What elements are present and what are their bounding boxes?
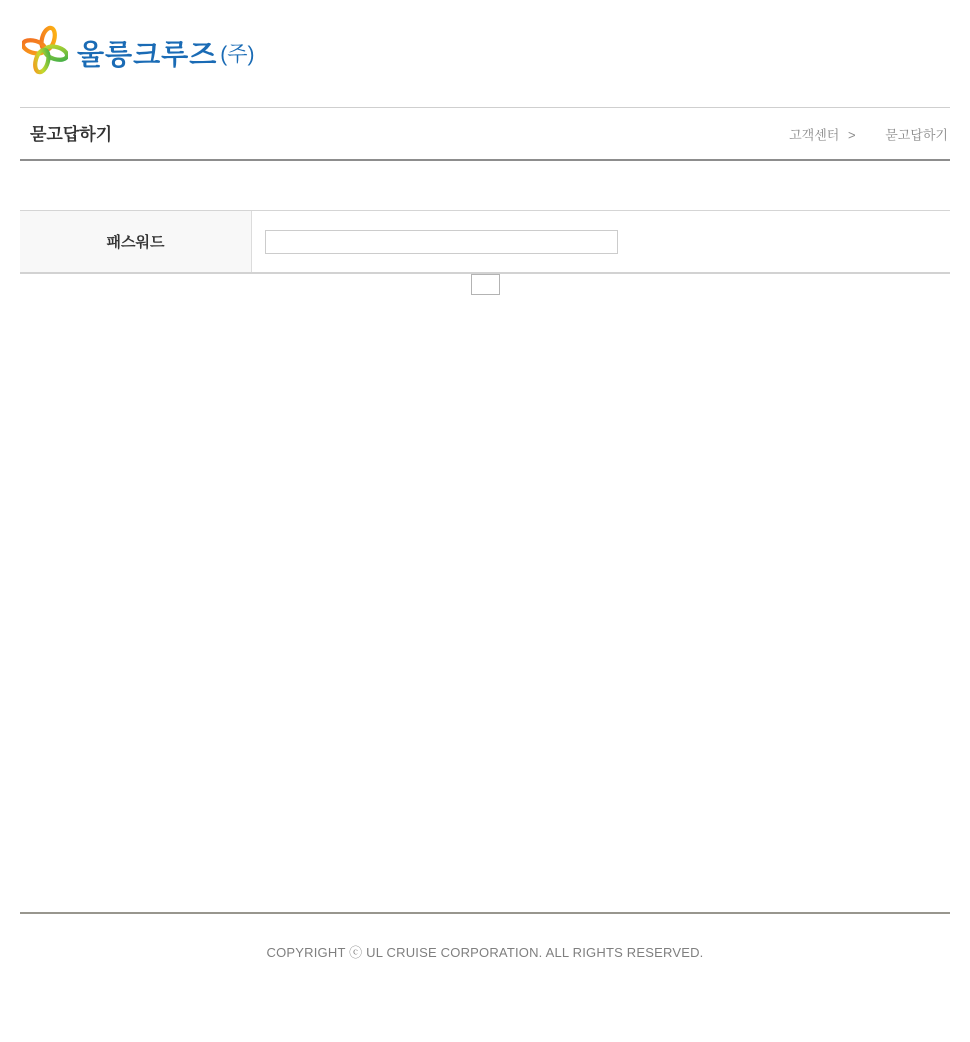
breadcrumb-separator-icon: > — [847, 127, 856, 142]
breadcrumb-parent[interactable]: 고객센터 — [789, 127, 840, 142]
breadcrumb-current[interactable]: 묻고답하기 — [885, 127, 948, 142]
breadcrumb — [789, 124, 948, 143]
copyright-text: COPYRIGHT ⓒ UL CRUISE CORPORATION. ALL RIGHTS RESERVED. — [266, 945, 704, 960]
password-field-cell — [252, 211, 950, 272]
content-spacer — [20, 295, 950, 912]
brand-name: 울릉크루즈 — [77, 38, 218, 70]
password-table — [20, 210, 950, 274]
title-bar — [20, 107, 950, 161]
brand-logo[interactable] — [20, 0, 950, 78]
page-container — [20, 0, 950, 961]
submit-button[interactable] — [471, 274, 500, 295]
password-label: 패스워드 — [20, 211, 252, 272]
submit-row — [20, 274, 950, 295]
page-footer — [20, 912, 950, 961]
brand-flower-icon — [22, 25, 68, 80]
page-title: 묻고답하기 — [30, 125, 113, 144]
password-input[interactable] — [265, 230, 618, 254]
brand-suffix: (주) — [220, 42, 255, 66]
